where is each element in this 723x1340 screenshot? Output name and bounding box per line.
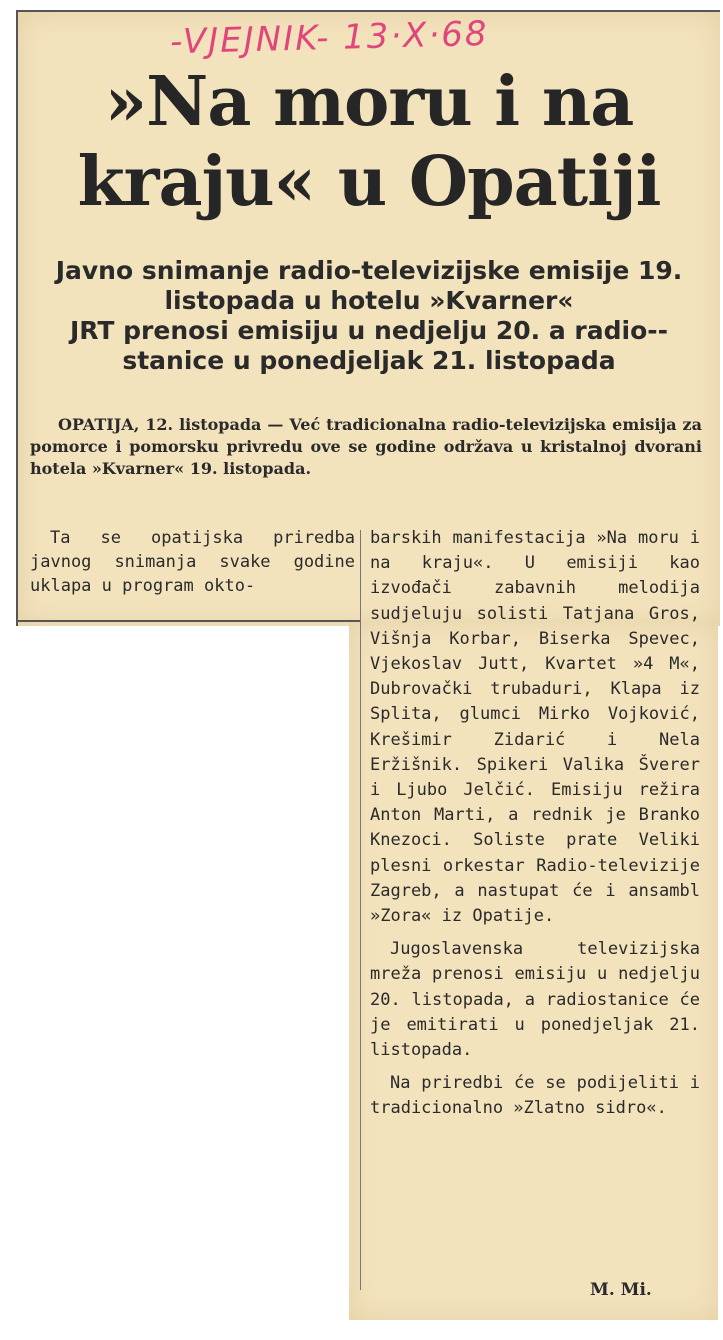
handwritten-date: -VJEJNIK- 13·X·68 <box>169 13 490 63</box>
subheadline <box>20 256 718 376</box>
subheadline-line-1: Javno snimanje radio-televizijske emisije 19. listopada u hotelu »Kvarner« <box>55 256 683 315</box>
paragraph-2: Jugoslavenska televizijska mreža prenosi emisiju u nedjelju 20. listopada, a radiostanice će je emitirati u ponedjeljak 21. listopada. <box>370 939 700 1061</box>
column-rule <box>16 620 361 622</box>
column-divider <box>360 530 361 1290</box>
column-left: Ta se opatijska priredba javnog snimanja svake godine uklapa u program okto- <box>30 528 355 596</box>
paragraph-3: Na priredbi će se podijeliti i tradicionalno »Zlatno sidro«. <box>370 1073 700 1119</box>
subheadline-line-2: JRT prenosi emisiju u nedjelju 20. a radio--stanice u ponedjeljak 21. listopada <box>69 316 669 375</box>
paragraph-1: barskih manifestacija »Na moru i na kraju«. U emisiji kao izvođači zabavnih melodija sudjeluju solisti Tatjana Gros, Višnja Korbar, Biserka Spevec, Vjekoslav Jutt, Kvartet »4 M«, Dubrovački trubaduri, Klapa iz Splita, glumci Mirko Vojković, Krešimir Zidarić i Nela Eržišnik. Spikeri Valika Šverer i Ljubo Jelčić. Emisiju režira Anton Marti, a rednik je Branko Knezoci. Soliste prate Veliki plesni orkestar Radio-televizije Zagreb, a nastupat će i ansambl »Zora« iz Opatije. <box>370 528 700 927</box>
column-right <box>370 526 700 1130</box>
headline: »Na moru i na kraju« u Opatiji <box>77 62 661 222</box>
author-signature: M. Mi. <box>590 1280 652 1300</box>
lede-paragraph: OPATIJA, 12. listopada — Već tradicionalna radio-televizijska emisija za pomorce i pomorsku privredu ove se godine održava u kristalnoj dvorani hotela »Kvarner« 19. listopada. <box>30 415 702 478</box>
